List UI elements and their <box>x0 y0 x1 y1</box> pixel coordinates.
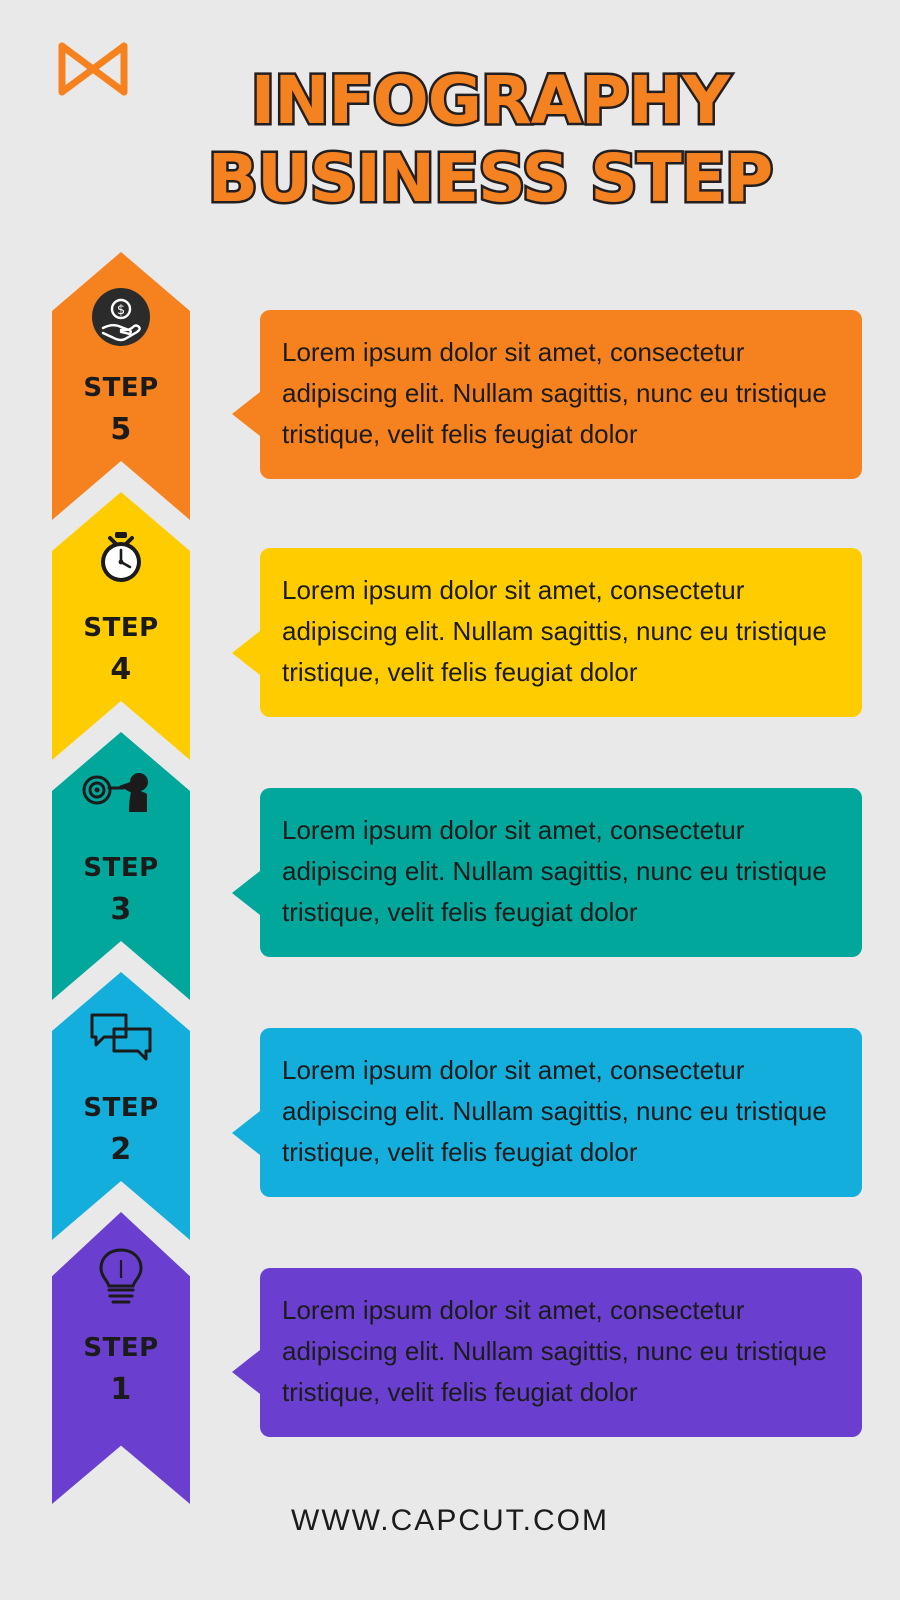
step-label-3 <box>52 850 190 931</box>
step-word: STEP <box>83 1093 159 1123</box>
step-card-5: Lorem ipsum dolor sit amet, consectetur adipiscing elit. Nullam sagittis, nunc eu tristique tristique, velit felis feugiat dolor <box>260 310 862 479</box>
step-number: 1 <box>110 1371 132 1407</box>
step-row <box>0 732 900 972</box>
page-title <box>180 62 800 218</box>
card-tail-5 <box>232 392 260 436</box>
step-number: 2 <box>110 1131 132 1167</box>
hand-holding-money-icon <box>52 280 190 354</box>
step-row <box>0 972 900 1212</box>
step-card-1: Lorem ipsum dolor sit amet, consectetur adipiscing elit. Nullam sagittis, nunc eu tristique tristique, velit felis feugiat dolor <box>260 1268 862 1437</box>
step-label-1 <box>52 1330 190 1411</box>
lightbulb-icon <box>52 1240 190 1314</box>
step-word: STEP <box>83 373 159 403</box>
card-tail-2 <box>232 1111 260 1155</box>
step-card-3: Lorem ipsum dolor sit amet, consectetur adipiscing elit. Nullam sagittis, nunc eu tristique tristique, velit felis feugiat dolor <box>260 788 862 957</box>
step-number: 5 <box>110 411 132 447</box>
steps-list <box>0 252 900 1452</box>
step-word: STEP <box>83 613 159 643</box>
title-line-1: INFOGRAPHY <box>250 62 730 139</box>
step-word: STEP <box>83 1333 159 1363</box>
step-row <box>0 1212 900 1452</box>
stopwatch-icon <box>52 520 190 594</box>
card-tail-1 <box>232 1350 260 1394</box>
capcut-logo-icon <box>52 38 138 100</box>
card-tail-4 <box>232 631 260 675</box>
step-card-4: Lorem ipsum dolor sit amet, consectetur adipiscing elit. Nullam sagittis, nunc eu tristique tristique, velit felis feugiat dolor <box>260 548 862 717</box>
card-tail-3 <box>232 871 260 915</box>
step-number: 4 <box>110 651 132 687</box>
footer-url: WWW.CAPCUT.COM <box>291 1504 609 1537</box>
step-row <box>0 492 900 732</box>
target-marketing-icon <box>52 760 190 834</box>
step-label-2 <box>52 1090 190 1171</box>
title-line-2: BUSINESS STEP <box>207 139 773 217</box>
step-row <box>0 252 900 492</box>
step-card-2: Lorem ipsum dolor sit amet, consectetur adipiscing elit. Nullam sagittis, nunc eu tristique tristique, velit felis feugiat dolor <box>260 1028 862 1197</box>
step-label-5 <box>52 370 190 451</box>
chat-bubbles-icon <box>52 1000 190 1074</box>
step-word: STEP <box>83 853 159 883</box>
step-number: 3 <box>110 891 132 927</box>
svg-text:$: $ <box>116 303 126 318</box>
step-label-4 <box>52 610 190 691</box>
